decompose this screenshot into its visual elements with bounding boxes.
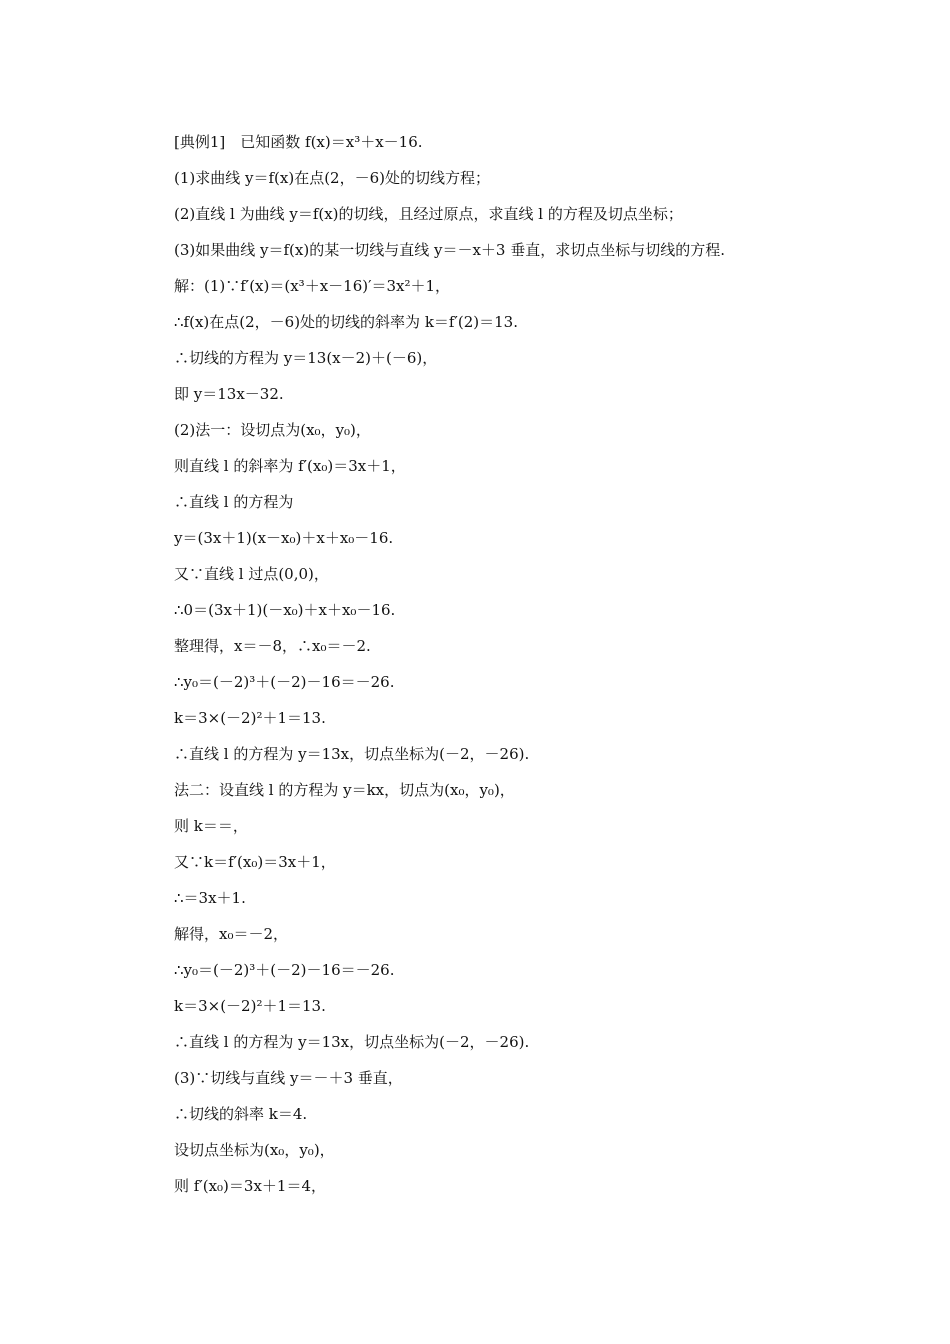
solution-line: ∴切线的方程为 y＝13(x－2)＋(－6)， xyxy=(174,349,438,367)
solution-line: y＝(3x＋1)(x－x₀)＋x＋x₀－16. xyxy=(174,529,394,547)
solution-line: ∴0＝(3x＋1)(－x₀)＋x＋x₀－16. xyxy=(174,601,396,619)
solution-line: ∴y₀＝(－2)³＋(－2)－16＝－26. xyxy=(174,961,395,979)
solution-line: 则直线 l 的斜率为 f′(x₀)＝3x＋1， xyxy=(174,457,406,475)
solution-line: 即 y＝13x－32. xyxy=(174,385,284,403)
solution-line: 则 f′(x₀)＝3x＋1＝4， xyxy=(174,1177,326,1195)
solution-line: k＝3×(－2)²＋1＝13. xyxy=(174,997,326,1015)
question-1-line: (1)求曲线 y＝f(x)在点(2，－6)处的切线方程； xyxy=(174,169,490,187)
solution-line: ∴f(x)在点(2，－6)处的切线的斜率为 k＝f′(2)＝13. xyxy=(174,313,518,331)
solution-line: 整理得，x＝－8，∴x₀＝－2. xyxy=(174,637,371,655)
solution-line: 法二：设直线 l 的方程为 y＝kx，切点为(x₀，y₀)， xyxy=(174,781,515,799)
solution-line: ∴直线 l 的方程为 y＝13x，切点坐标为(－2，－26). xyxy=(174,1033,530,1051)
solution-line: ∴切线的斜率 k＝4. xyxy=(174,1105,308,1123)
solution-line: ∴直线 l 的方程为 y＝13x，切点坐标为(－2，－26). xyxy=(174,745,530,763)
solution-line: ∴直线 l 的方程为 xyxy=(174,493,294,511)
solution-line: k＝3×(－2)²＋1＝13. xyxy=(174,709,326,727)
solution-line: 解：(1)∵f′(x)＝(x³＋x－16)′＝3x²＋1， xyxy=(174,277,451,295)
solution-line: 又∵直线 l 过点(0,0)， xyxy=(174,565,329,583)
solution-line: 又∵k＝f′(x₀)＝3x＋1， xyxy=(174,853,336,871)
solution-line: (2)法一：设切点为(x₀，y₀)， xyxy=(174,421,371,439)
document-text xyxy=(174,124,864,1204)
solution-line: ∴y₀＝(－2)³＋(－2)－16＝－26. xyxy=(174,673,395,691)
solution-line: 设切点坐标为(x₀，y₀)， xyxy=(174,1141,335,1159)
solution-line: ∴＝3x＋1. xyxy=(174,889,246,907)
solution-line: 解得，x₀＝－2， xyxy=(174,925,289,943)
example-title-line: [典例1] 已知函数 f(x)＝x³＋x－16. xyxy=(174,133,423,151)
solution-line: (3)∵切线与直线 y＝－＋3 垂直， xyxy=(174,1069,403,1087)
question-2-line: (2)直线 l 为曲线 y＝f(x)的切线，且经过原点，求直线 l 的方程及切点坐标； xyxy=(174,205,683,223)
solution-line: 则 k＝＝， xyxy=(174,817,248,835)
question-3-line: (3)如果曲线 y＝f(x)的某一切线与直线 y＝－x＋3 垂直，求切点坐标与切线的方程. xyxy=(174,241,725,259)
